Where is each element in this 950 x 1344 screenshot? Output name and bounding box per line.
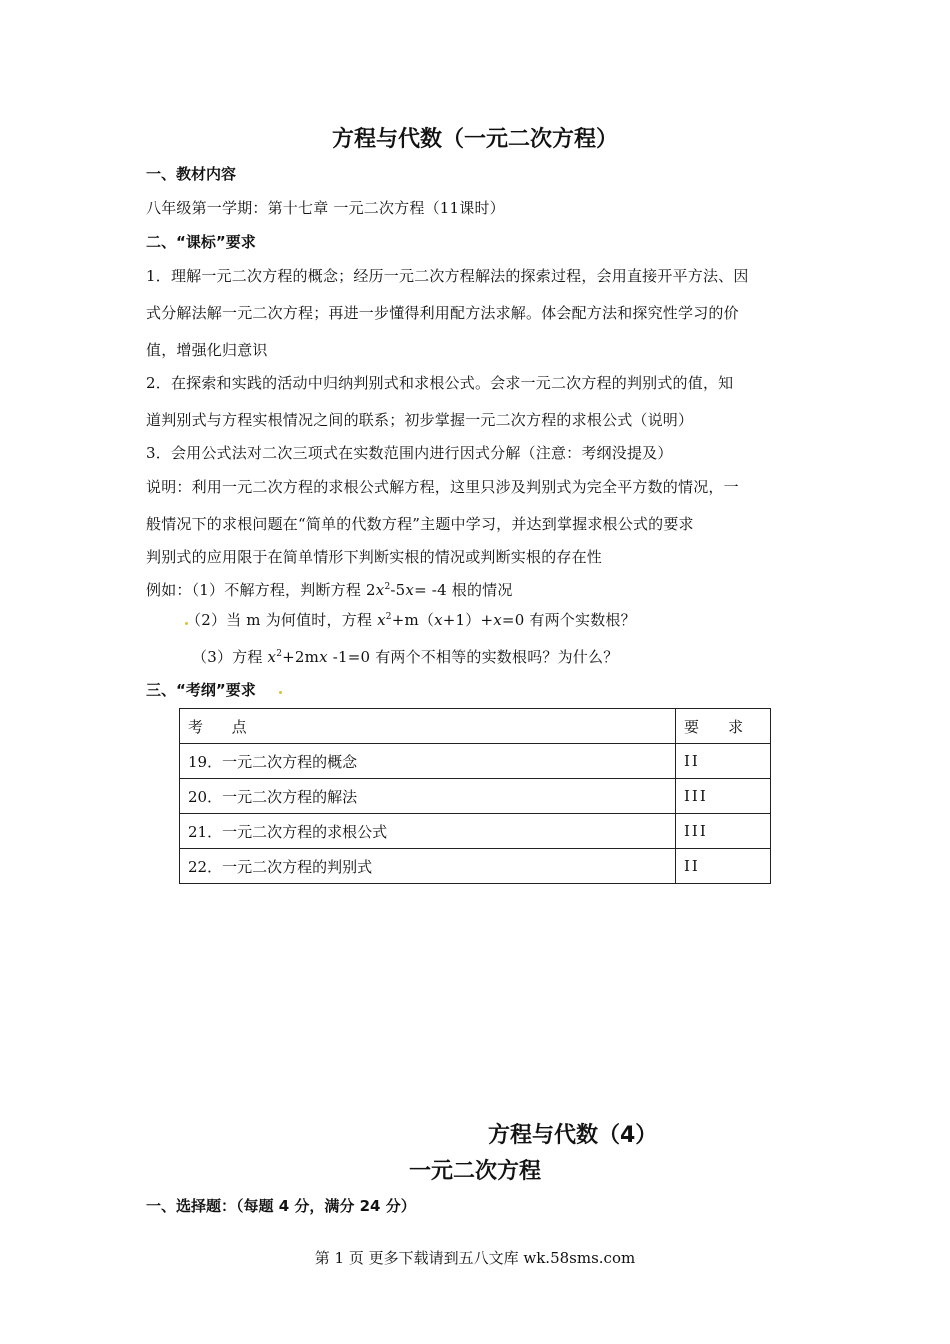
row-point: 21．一元二次方程的求根公式 [180,814,676,849]
row-point: 20．一元二次方程的解法 [180,779,676,814]
note-line-2: 般情况下的求根问题在“简单的代数方程”主题中学习，并达到掌握求根公式的要求 [146,515,694,533]
table-row [180,744,771,779]
requirement-1-line-2: 式分解法解一元二次方程；再进一步懂得利用配方法求解。体会配方法和探究性学习的价 [146,304,739,322]
example-3: （3）方程 $x^2+2mx$ -1=0 有两个不相等的实数根吗？为什么？ [192,648,619,666]
table-row [180,814,771,849]
requirement-2-line-2: 道判别式与方程实根情况之间的联系；初步掌握一元二次方程的求根公式（说明） [146,411,694,429]
example-2: （2）当 m 为何值时，方程 $x^2+m(x+1)+x=0$ 有两个实数根？ [186,611,636,629]
requirement-1-line-3: 值，增强化归意识 [146,341,268,359]
section-1-text: 八年级第一学期：第十七章 一元二次方程（11课时） [146,199,505,217]
table-row [180,849,771,884]
requirement-2-line-1: 2．在探索和实践的活动中归纳判别式和求根公式。会求一元二次方程的判别式的值，知 [146,374,734,392]
row-point: 19．一元二次方程的概念 [180,744,676,779]
second-title-line-1: 方程与代数（4） [488,1123,658,1148]
note-line-3: 判别式的应用限于在简单情形下判断实根的情况或判断实根的存在性 [146,548,603,566]
section-3-heading: 三、“考纲”要求 [146,681,256,699]
exam-requirements-table [179,708,771,884]
page-title: 方程与代数（一元二次方程） [331,127,618,152]
row-requirement: III [676,814,771,849]
header-point: 考 点 [180,709,676,744]
second-title-line-2: 一元二次方程 [408,1159,541,1184]
row-point: 22．一元二次方程的判别式 [180,849,676,884]
requirement-1-line-1: 1．理解一元二次方程的概念；经历一元二次方程解法的探索过程，会用直接开平方法、因 [146,267,749,285]
example-1: 例如：（1）不解方程，判断方程 $2x^2-5x= -4$ 根的情况 [146,581,513,599]
section-4-heading: 一、选择题：（每题 4 分，满分 24 分） [146,1197,416,1215]
row-requirement: II [676,849,771,884]
row-requirement: II [676,744,771,779]
stray-mark [279,691,282,694]
requirement-3: 3．会用公式法对二次三项式在实数范围内进行因式分解（注意：考纲没提及） [146,444,673,462]
header-requirement: 要 求 [676,709,771,744]
row-requirement: III [676,779,771,814]
page-footer: 第 1 页 更多下载请到五八文库 wk.58sms.com [314,1249,636,1267]
table-row [180,779,771,814]
note-line-1: 说明：利用一元二次方程的求根公式解方程，这里只涉及判别式为完全平方数的情况，一 [146,478,739,496]
section-2-heading: 二、“课标”要求 [146,233,256,251]
section-1-heading: 一、教材内容 [146,165,237,183]
table-header-row [180,709,771,744]
